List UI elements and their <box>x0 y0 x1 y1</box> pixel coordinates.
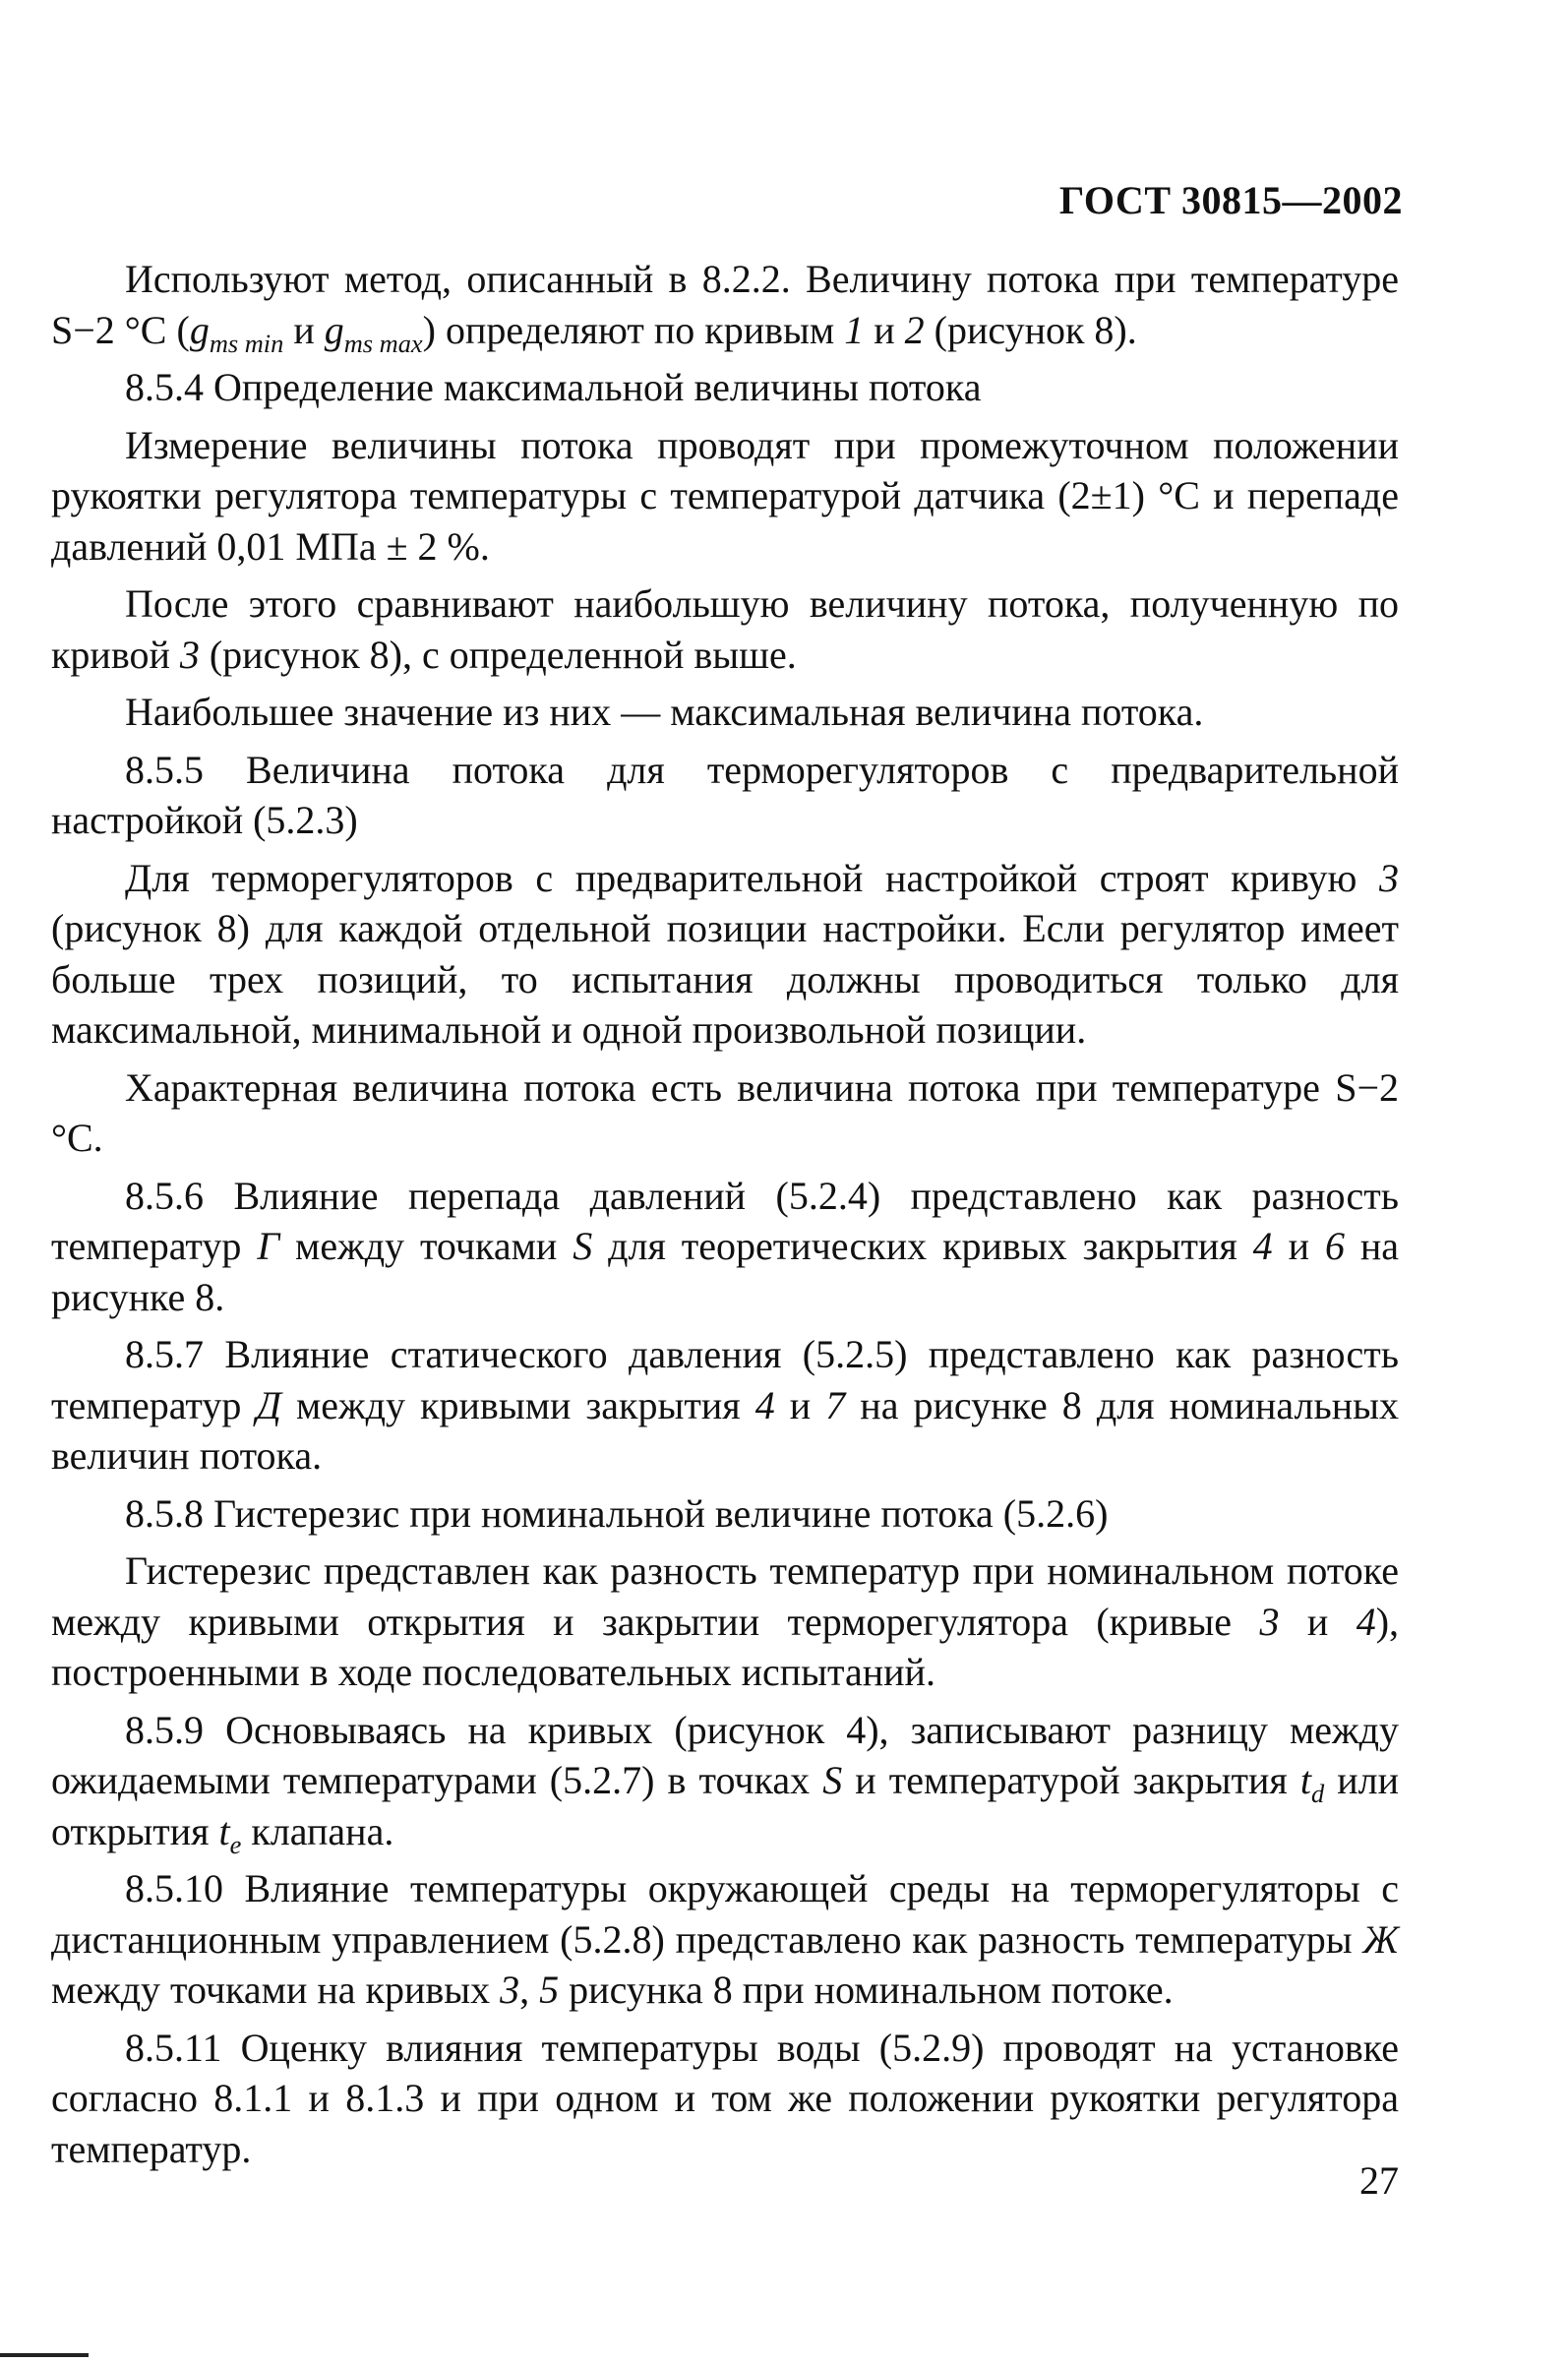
subscript-ms-min: ms min <box>209 328 284 358</box>
curve-number: 4 <box>1356 1599 1376 1644</box>
text-run: и <box>283 307 325 352</box>
paragraph-comparison <box>51 578 1399 680</box>
section-8-5-7 <box>51 1329 1399 1482</box>
section-heading-8-5-4: 8.5.4 Определение максимальной величины потока <box>125 365 982 409</box>
curve-number: 1 <box>844 307 865 352</box>
section-heading-8-5-8: 8.5.8 Гистерезис при номинальной величине потока (5.2.6) <box>125 1490 1109 1536</box>
text-run: (рисунок 8), с определенной выше. <box>199 632 797 677</box>
text-run: и <box>774 1382 826 1427</box>
text-run: 8.5.6 Влияние перепада давлений (5.2.4) представлено как разность температур <box>51 1173 1399 1268</box>
text-run: ) определяют по кривым <box>422 307 845 352</box>
symbol-s: S <box>573 1224 593 1268</box>
section-8-5-6 <box>51 1171 1399 1323</box>
text-run: для теоретических кривых закрытия <box>592 1224 1253 1268</box>
symbol-zh-cyr: Ж <box>1362 1916 1399 1962</box>
curve-number: 4 <box>754 1382 775 1427</box>
text-run: и <box>864 307 905 352</box>
text-run: (рисунок 8). <box>924 307 1137 352</box>
paragraph-hysteresis <box>51 1545 1399 1698</box>
section-8-5-11: 8.5.11 Оценку влияния температуры воды (5.2.9) проводят на установке согласно 8.1.1 и 8.1.3 и при одном и том же положении рукоятки регулятора температур. <box>51 2025 1399 2171</box>
text-run: ), построенными в ходе последовательных испытаний. <box>51 1599 1400 1694</box>
paragraph-max-value: Наибольшее значение из них — максимальная величина потока. <box>125 690 1204 734</box>
subscript-e: e <box>229 1829 242 1859</box>
text-run: между точками на кривых <box>51 1968 501 2012</box>
section-8-5-10 <box>51 1863 1399 2016</box>
text-run: , <box>519 1968 540 2012</box>
paragraph-preset-regulators <box>51 853 1399 1056</box>
text-run: рисунка 8 при номинальном потоке. <box>559 1968 1174 2012</box>
curve-number: 7 <box>825 1382 846 1427</box>
text-run: 8.5.10 Влияние температуры окружающей среды на терморегуляторы с дистанционным управлением (5.2.8) представлено как разность температуры <box>51 1866 1399 1962</box>
text-run: или открытия <box>51 1758 1400 1853</box>
curve-number: 5 <box>539 1968 560 2012</box>
text-run: 8.5.9 Основываясь на кривых (рисунок 4), записывают разницу между ожидаемыми температурами (5.2.7) в точках <box>51 1707 1399 1802</box>
symbol-t: t <box>1299 1758 1311 1802</box>
text-run: клапана. <box>241 1808 394 1853</box>
curve-number: 3 <box>179 632 200 677</box>
text-run: После этого сравнивают наибольшую величину потока, полученную по кривой <box>51 581 1399 677</box>
paragraph-flow-method <box>51 254 1399 358</box>
text-run: Для терморегуляторов с предварительной настройкой строят кривую <box>125 855 1379 900</box>
curve-number: 3 <box>500 1968 520 2012</box>
text-run: 8.5.7 Влияние статического давления (5.2.5) представлено как разность температур <box>51 1332 1399 1427</box>
page-number: 27 <box>1359 2158 1399 2203</box>
body-text <box>51 254 1399 2174</box>
symbol-d-cyr: Д <box>256 1382 281 1427</box>
symbol-t: t <box>218 1808 230 1853</box>
paragraph-measurement: Измерение величины потока проводят при промежуточном положении рукоятки регулятора температуры с температурой датчика (2±1) °С и перепаде давлений 0,01 МПа ± 2 %. <box>51 422 1399 569</box>
standard-code-header: ГОСТ 30815—2002 <box>1058 178 1403 222</box>
text-run: между точками <box>279 1224 573 1268</box>
text-run: и температурой закрытия <box>842 1758 1300 1802</box>
text-run: на рисунке 8. <box>51 1224 1400 1319</box>
curve-number: 3 <box>1259 1599 1280 1644</box>
text-run: на рисунке 8 для номинальных величин потока. <box>51 1382 1399 1478</box>
curve-number: 3 <box>1379 855 1399 900</box>
subscript-d: d <box>1310 1779 1325 1808</box>
curve-number: 6 <box>1324 1224 1345 1268</box>
symbol-g: g <box>324 307 344 352</box>
curve-number: 2 <box>904 307 925 352</box>
symbol-g: g <box>189 307 210 352</box>
paragraph-characteristic-flow: Характерная величина потока есть величина потока при температуре S−2 °C. <box>51 1064 1399 1160</box>
text-run: и <box>1279 1599 1357 1644</box>
text-run: (рисунок 8) для каждой отдельной позиции настройки. Если регулятор имеет больше трех позиций, то испытания должны проводиться только для максимальной, минимальной и одной произвольной позиции. <box>51 906 1399 1052</box>
symbol-s: S <box>822 1758 843 1802</box>
scan-edge-mark <box>0 2353 89 2357</box>
text-run: между кривыми закрытия <box>280 1382 755 1427</box>
subscript-ms-max: ms max <box>343 328 423 358</box>
curve-number: 4 <box>1252 1224 1273 1268</box>
text-run: и <box>1272 1224 1325 1268</box>
text-run: Используют метод, описанный в 8.2.2. Величину потока при температуре S−2 °C ( <box>51 257 1399 352</box>
section-heading-8-5-5: 8.5.5 Величина потока для терморегуляторов с предварительной настройкой (5.2.3) <box>51 747 1399 842</box>
section-8-5-9 <box>51 1705 1399 1857</box>
symbol-g-cyr: Г <box>257 1224 280 1268</box>
text-run: Гистерезис представлен как разность температур при номинальном потоке между кривыми открытия и закрытии терморегулятора (кривые <box>51 1548 1399 1644</box>
